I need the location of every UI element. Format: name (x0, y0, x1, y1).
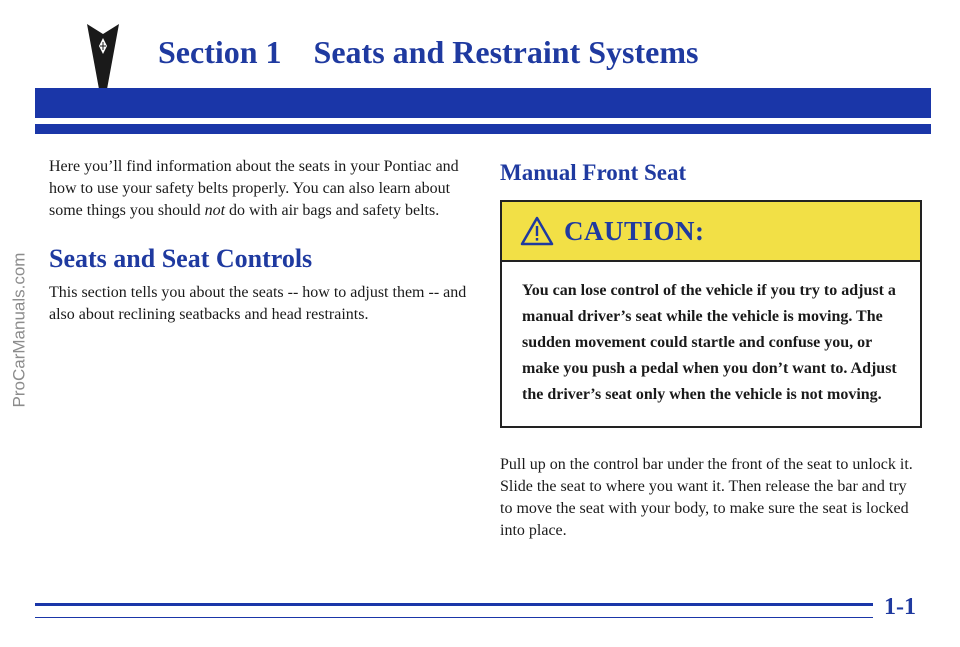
left-column (49, 156, 469, 326)
section-label: Section 1 (158, 34, 282, 70)
emphasis-not: not (204, 202, 226, 219)
header-band-thin (35, 124, 931, 134)
right-column (500, 160, 922, 542)
footer-rule (35, 603, 873, 606)
seats-paragraph: This section tells you about the seats -- how to adjust them -- and also about reclining seatbacks and head restraints. (49, 284, 467, 323)
caution-header (502, 202, 920, 262)
seat-adjust-paragraph: Pull up on the control bar under the front of the seat to unlock it. Slide the seat to where you want it. Then release the bar and try to move the seat with your body, to make sure the seat is locked into place. (500, 456, 913, 539)
caution-box (500, 200, 922, 428)
manual-front-seat-heading: Manual Front Seat (500, 160, 687, 185)
seats-heading: Seats and Seat Controls (49, 244, 313, 273)
footer-rule-thin (35, 617, 873, 618)
caution-title: CAUTION: (564, 215, 705, 246)
section-title: Seats and Restraint Systems (313, 34, 699, 70)
watermark: ProCarManuals.com (9, 252, 29, 408)
page-title (158, 34, 698, 71)
page-number: 1-1 (884, 594, 916, 620)
header-band (35, 88, 931, 118)
caution-text: You can lose control of the vehicle if you try to adjust a manual driver’s seat while the vehicle is moving. The sudden movement could startle and confuse you, or make you push a pedal when you don’t want to. Adjust the driver’s seat only when the vehicle is not moving. (522, 282, 897, 403)
warning-triangle-icon (520, 216, 554, 246)
intro-paragraph: Here you’ll find information about the seats in your Pontiac and how to use your safety belts properly. You can also learn about some things you should not do with air bags and safety belts. (49, 158, 459, 219)
